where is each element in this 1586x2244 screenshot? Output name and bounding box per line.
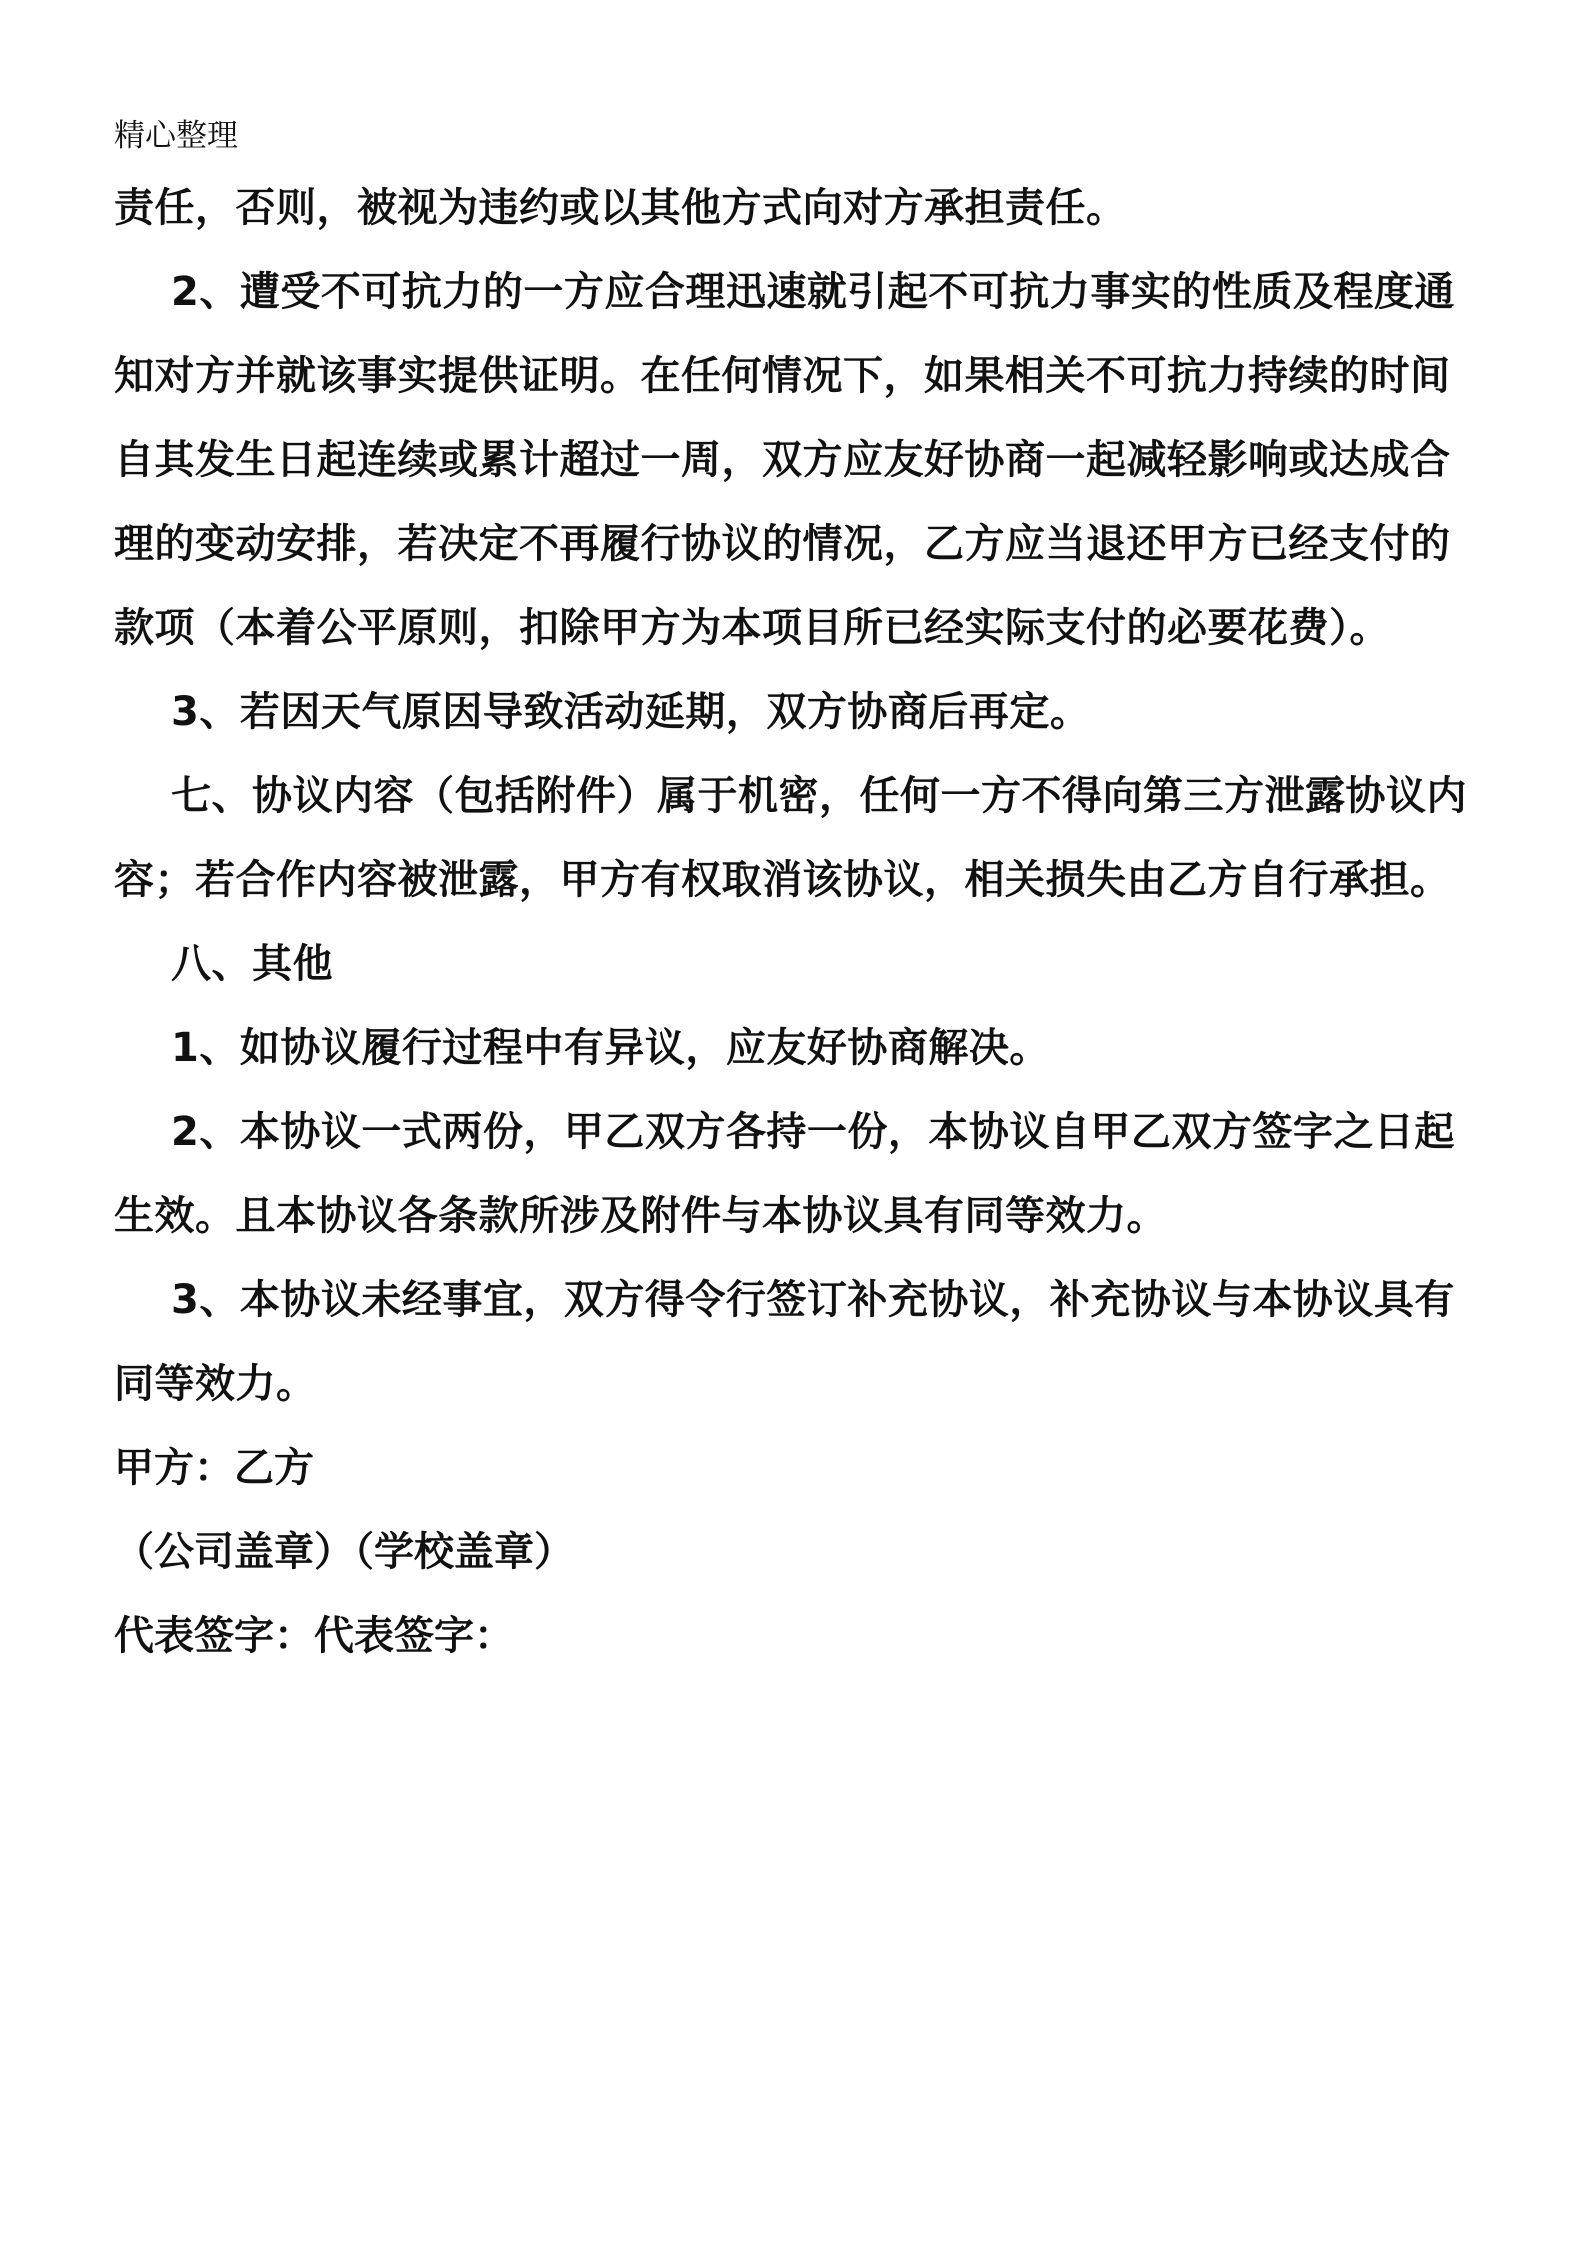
paragraph-confidentiality: 七、协议内容（包括附件）属于机密，任何一方不得向第三方泄露协议内容；若合作内容被泄露，甲方有权取消该协议，相关损失由乙方自行承担。 — [114, 773, 1467, 903]
document-body — [114, 166, 1480, 1678]
signature-seals: （公司盖章）（学校盖章） — [114, 1529, 574, 1575]
signature-parties: 甲方：乙方 — [114, 1445, 314, 1491]
paragraph-force-majeure-notice: 2、遭受不可抗力的一方应合理迅速就引起不可抗力事实的性质及程度通知对方并就该事实提供证明。在任何情况下，如果相关不可抗力持续的时间自其发生日起连续或累计超过一周，双方应友好协商一起减轻影响或达成合理的变动安排，若决定不再履行协议的情况，乙方应当退还甲方已经支付的款项（本着公平原则，扣除甲方为本项目所已经实际支付的必要花费）。 — [114, 269, 1455, 651]
paragraph-dispute-resolution: 1、如协议履行过程中有异议，应友好协商解决。 — [171, 1025, 1050, 1071]
paragraph-liability-continuation: 责任，否则，被视为违约或以其他方式向对方承担责任。 — [114, 185, 1127, 231]
section-heading-other: 八、其他 — [171, 941, 333, 987]
signature-representatives: 代表签字：代表签字： — [114, 1613, 514, 1659]
page-header: 精心整理 — [114, 118, 238, 154]
paragraph-copies-effect: 2、本协议一式两份，甲乙双方各持一份，本协议自甲乙双方签字之日起生效。且本协议各条款所涉及附件与本协议具有同等效力。 — [114, 1109, 1455, 1239]
paragraph-supplementary-agreement: 3、本协议未经事宜，双方得令行签订补充协议，补充协议与本协议具有同等效力。 — [114, 1277, 1455, 1407]
paragraph-weather-delay: 3、若因天气原因导致活动延期，双方协商后再定。 — [171, 689, 1091, 735]
